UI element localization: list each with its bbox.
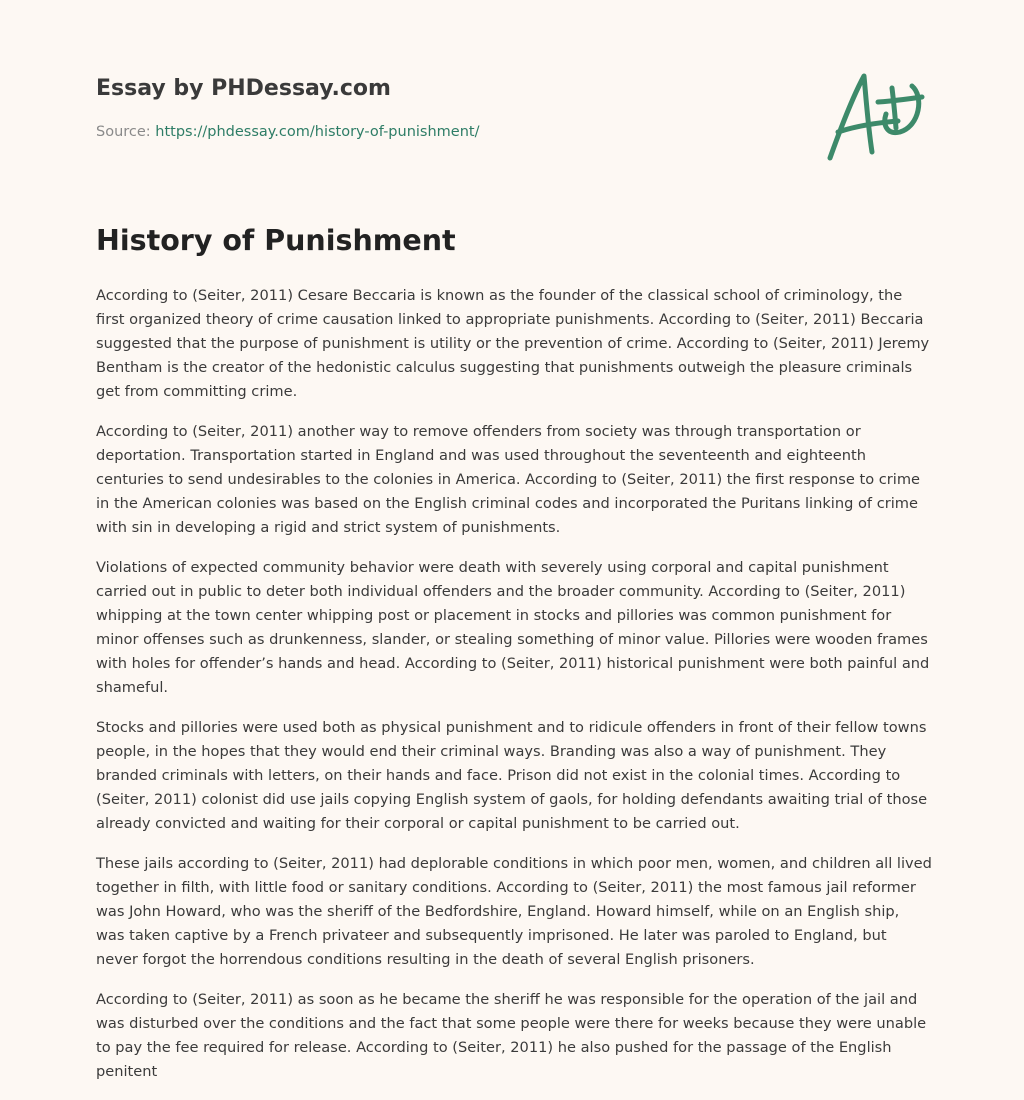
paragraph: Stocks and pillories were used both as physical punishment and to ridicule offenders in front of their fellow towns people, in the hopes that they would end their criminal ways. Branding was also a way of punishment. They branded criminals with letters, on their hands and face. Prison did not exist in the colonial times. According to (Seiter, 2011) colonist did use jails copying English system of gaols, for holding defendants awaiting trial of those already convicted and waiting for their corporal or capital punishment to be carried out. [96,719,928,832]
page-title: History of Punishment [96,224,456,257]
essay-body [96,284,932,1100]
a-plus-logo-icon [822,68,930,164]
paragraph: According to (Seiter, 2011) another way to remove offenders from society was through transportation or deportation. Transportation started in England and was used throughout the seventeenth and eighteenth centuries to send undesirables to the colonies in America. According to (Seiter, 2011) the first response to crime in the American colonies was based on the English criminal codes and incorporated the Puritans linking of crime with sin in developing a rigid and strict system of punishments. [96,423,921,536]
source-line [96,124,479,140]
site-brand: Essay by PHDessay.com [96,76,391,101]
source-label: Source: [96,124,156,140]
paragraph: According to (Seiter, 2011) Cesare Beccaria is known as the founder of the classical school of criminology, the first organized theory of crime causation linked to appropriate punishments. According to (Seiter, 2011) Beccaria suggested that the purpose of punishment is utility or the prevention of crime. According to (Seiter, 2011) Jeremy Bentham is the creator of the hedonistic calculus suggesting that punishments outweigh the pleasure criminals get from committing crime. [96,287,930,400]
paragraph: According to (Seiter, 2011) as soon as he became the sheriff he was responsible for the operation of the jail and was disturbed over the conditions and the fact that some people were there for weeks because they were unable to pay the fee required for release. According to (Seiter, 2011) he also pushed for the passage of the English penitent [96,991,927,1080]
paragraph: These jails according to (Seiter, 2011) had deplorable conditions in which poor men, women, and children all lived together in filth, with little food or sanitary conditions. According to (Seiter, 2011) the most famous jail reformer was John Howard, who was the sheriff of the Bedfordshire, England. Howard himself, while on an English ship, was taken captive by a French privateer and subsequently imprisoned. He later was paroled to England, but never forgot the horrendous conditions resulting in the death of several English prisoners. [96,855,932,968]
paragraph: Violations of expected community behavior were death with severely using corporal and capital punishment carried out in public to deter both individual offenders and the broader community. According to (Seiter, 2011) whipping at the town center whipping post or placement in stocks and pillories was common punishment for minor offenses such as drunkenness, slander, or stealing something of minor value. Pillories were wooden frames with holes for offender’s hands and head. According to (Seiter, 2011) historical punishment were both painful and shameful. [96,559,930,696]
source-link[interactable]: https://phdessay.com/history-of-punishment/ [155,124,480,140]
